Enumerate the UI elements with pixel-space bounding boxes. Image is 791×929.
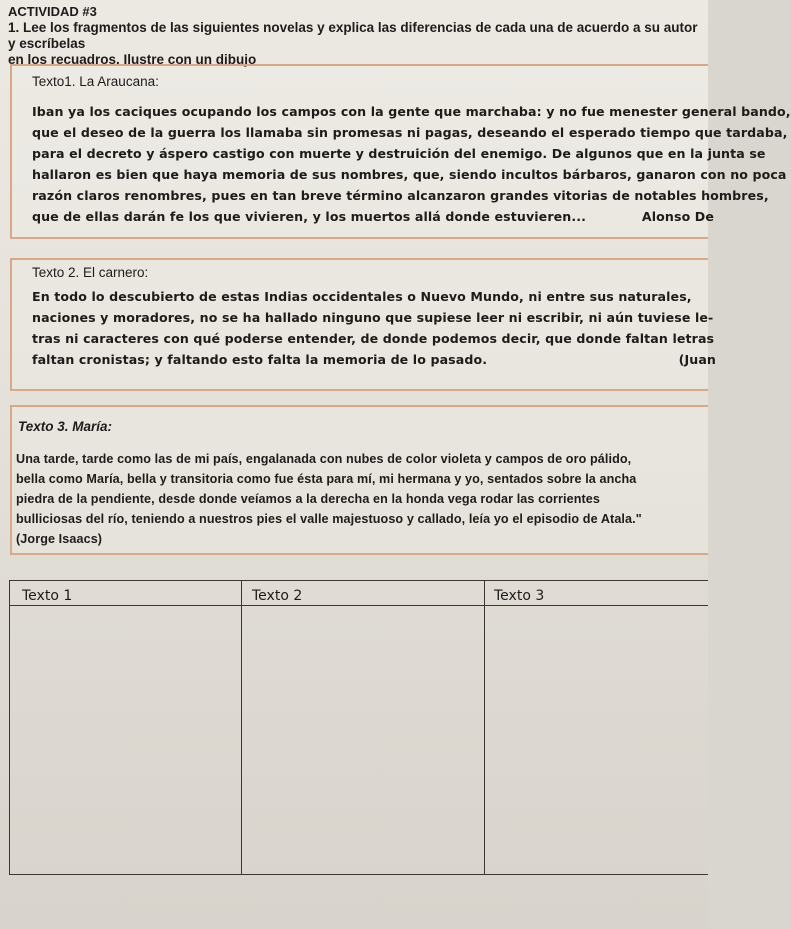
instruction-line-2: en los recuadros. Ilustre con un dibujo <box>8 52 257 67</box>
texto3-title: Texto 3. María: <box>18 419 113 434</box>
texto3-line: piedra de la pendiente, desde donde veíamos a la derecha en la honda vega rodar las corrientes <box>16 492 601 506</box>
table-header-texto2: Texto 2 <box>252 588 303 604</box>
table-header-texto1: Texto 1 <box>22 588 73 604</box>
table-column-3[interactable] <box>485 581 709 874</box>
texto2-line: faltan cronistas; y faltando esto falta la memoria de lo pasado. <box>32 352 488 367</box>
texto2-box <box>10 258 716 391</box>
texto1-line: hallaron es bien que haya memoria de sus nombres, que, siendo incultos bárbaros, ganaron con no poca <box>32 167 787 182</box>
texto2-body <box>32 286 722 370</box>
activity-header <box>8 4 708 68</box>
activity-title: ACTIVIDAD #3 <box>8 4 97 19</box>
texto2-author: (Juan <box>678 352 716 367</box>
texto3-author: (Jorge Isaacs) <box>16 532 103 546</box>
texto1-author: Alonso De <box>641 209 714 224</box>
answer-table <box>9 580 708 875</box>
texto1-title: Texto1. La Araucana: <box>32 74 159 89</box>
texto1-line: razón claros renombres, pues en tan breve término alcanzaron grandes vitorias de notables hombres, <box>32 188 769 203</box>
texto3-body <box>16 449 706 549</box>
table-column-1[interactable] <box>10 581 242 874</box>
texto1-box <box>10 64 791 239</box>
texto3-line: Una tarde, tarde como las de mi país, engalanada con nubes de color violeta y campos de oro pálido, <box>16 452 632 466</box>
texto3-box <box>10 405 708 555</box>
texto2-line: tras ni caracteres con qué poderse entender, de donde podemos decir, que donde faltan letras <box>32 331 715 346</box>
texto2-line: En todo lo descubierto de estas Indias occidentales o Nuevo Mundo, ni entre sus naturales, <box>32 289 692 304</box>
table-header-divider <box>10 605 708 606</box>
instruction-line-1: 1. Lee los fragmentos de las siguientes novelas y explica las diferencias de cada una de acuerdo a su autor y escríbelas <box>8 20 698 51</box>
texto2-title: Texto 2. El carnero: <box>32 265 149 280</box>
texto1-line: Iban ya los caciques ocupando los campos con la gente que marchaba: y no fue menester general bando, <box>32 104 791 119</box>
table-header-texto3: Texto 3 <box>494 588 545 604</box>
texto1-line: que de ellas darán fe los que vivieren, y los muertos allá donde estuvieren... <box>32 209 586 224</box>
texto1-line: para el decreto y áspero castigo con muerte y destruición del enemigo. De algunos que en la junta se <box>32 146 766 161</box>
texto1-body <box>32 101 791 227</box>
texto1-line: que el deseo de la guerra los llamaba sin promesas ni pagas, deseando el esperado tiempo que tardaba, <box>32 125 788 140</box>
table-column-2[interactable] <box>242 581 485 874</box>
texto3-line: bella como María, bella y transitoria como fue ésta para mí, mi hermana y yo, sentados sobre la ancha <box>16 472 637 486</box>
texto2-line: naciones y moradores, no se ha hallado ninguno que supiese leer ni escribir, ni aún tuviese le- <box>32 310 714 325</box>
texto3-line: bulliciosas del río, teniendo a nuestros pies el valle majestuoso y callado, leía yo el episodio de Atala." <box>16 512 642 526</box>
